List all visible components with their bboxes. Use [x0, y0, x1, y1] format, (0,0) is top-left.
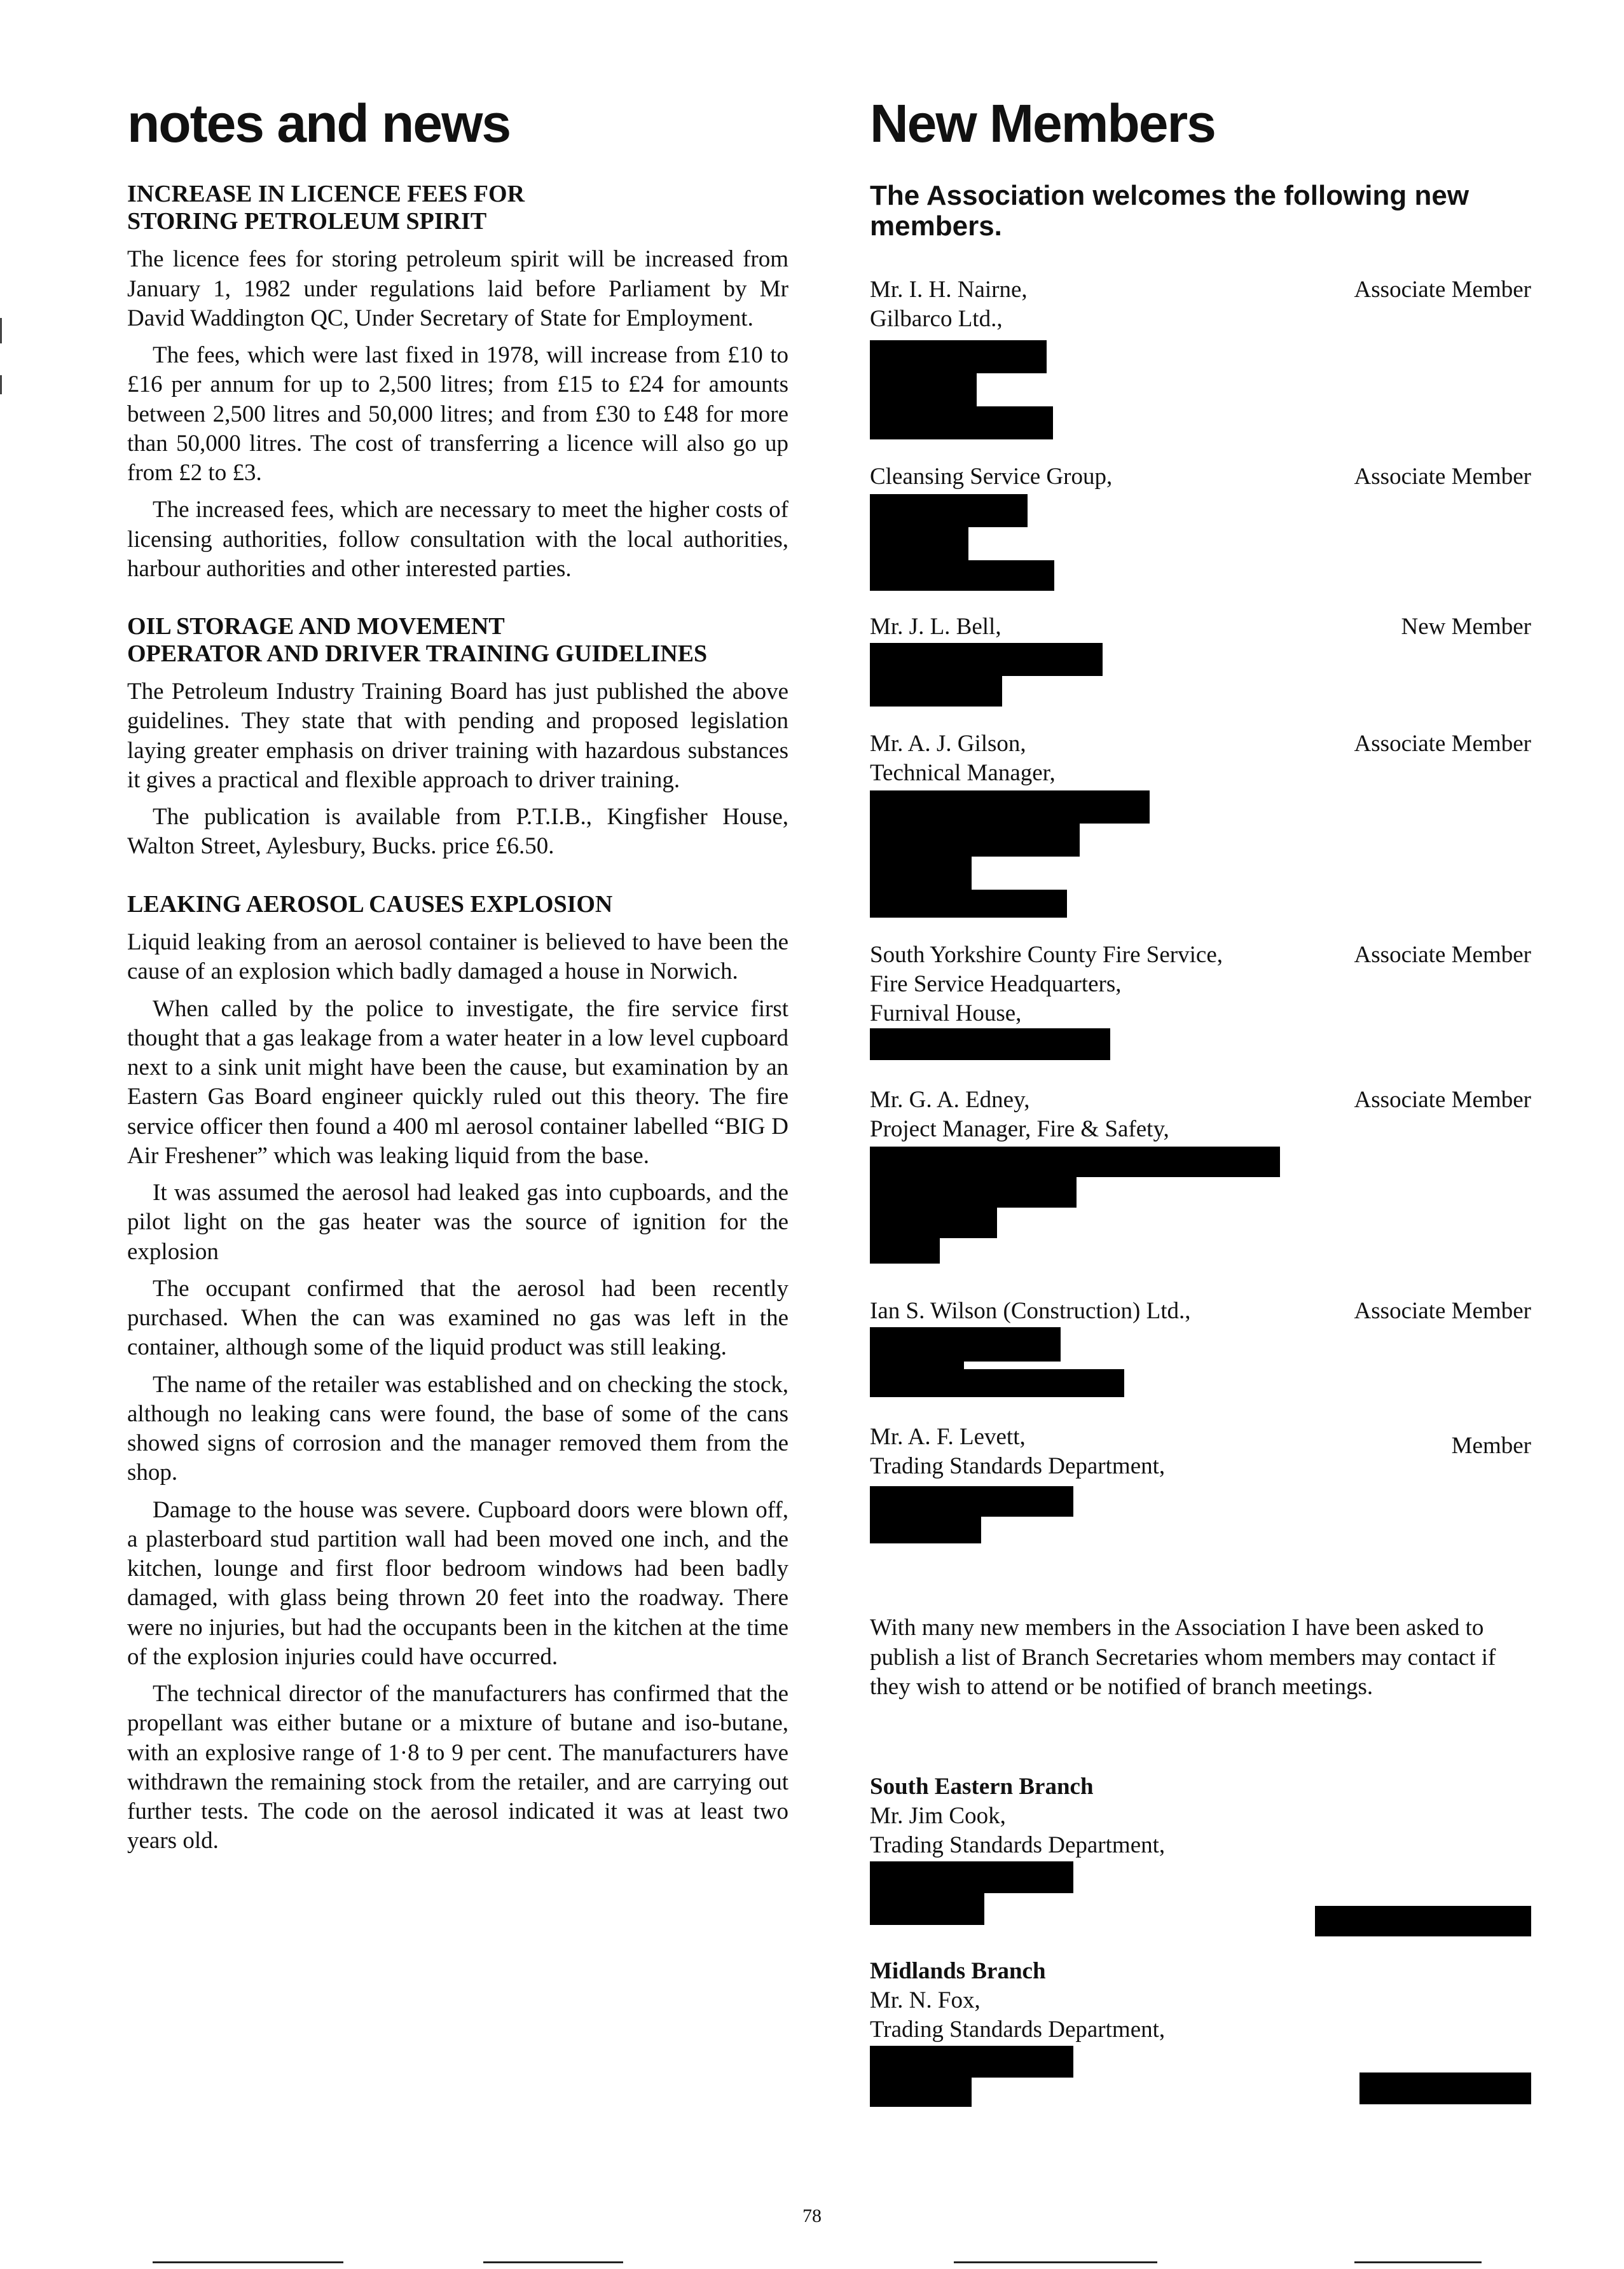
membership-type: Associate Member: [1354, 464, 1531, 490]
redaction-box: [870, 340, 1047, 373]
member-line: Gilbarco Ltd.,: [870, 306, 1003, 333]
member-line: Mr. I. H. Nairne,: [870, 277, 1028, 303]
heading-line: OPERATOR AND DRIVER TRAINING GUIDELINES: [127, 640, 708, 667]
paragraph: It was assumed the aerosol had leaked gas into cupboards, and the pilot light on the gas heater was the source of ignition for the explosion: [127, 1180, 788, 1265]
redaction-box: [870, 676, 1002, 707]
paragraph: When called by the police to investigate, the fire service first thought that a gas leakage from a water heater in a low level cupboard next to a sink unit might have been the cause, but examination by an Eastern Gas Board engineer quickly ruled out this theory. The fire service officer then found a 400 ml aerosol container labelled “BIG D Air Freshener” which was leaking liquid from the base.: [127, 995, 788, 1169]
footer-rule: [153, 2261, 343, 2263]
branch-line: Mr. N. Fox,: [870, 1987, 981, 2014]
article-heading: [127, 891, 788, 918]
branch-entry: [870, 1772, 1531, 1912]
article-heading: [127, 613, 788, 667]
member-entry: [870, 1086, 1531, 1276]
member-line: Trading Standards Department,: [870, 1453, 1166, 1480]
member-line: Furnival House,: [870, 1000, 1022, 1026]
redaction-box: [870, 527, 968, 560]
redaction-box: [1359, 2072, 1531, 2104]
member-line: Mr. G. A. Edney,: [870, 1087, 1030, 1114]
redaction-box: [870, 1177, 1077, 1208]
heading-line: INCREASE IN LICENCE FEES FOR: [127, 181, 525, 208]
article-aerosol: [127, 891, 788, 1856]
branch-line: Trading Standards Department,: [870, 1832, 1166, 1859]
member-line: Mr. A. J. Gilson,: [870, 731, 1026, 757]
new-members-title: New Members: [870, 93, 1215, 153]
paragraph: Damage to the house was severe. Cupboard doors were blown off, a plasterboard stud partition wall had been moved one inch, and the kitchen, lounge and first floor bedroom windows had been badly damaged, with glass being thrown 20 feet into the roadway. There were no injuries, but had the occupants been in the kitchen at the time of the explosion injuries could have occurred.: [127, 1496, 788, 1670]
article-oil-storage: [127, 613, 788, 862]
redaction-box: [870, 1893, 984, 1925]
redaction-box: [870, 1517, 981, 1543]
membership-type: Associate Member: [1354, 731, 1531, 757]
member-entry: [870, 1423, 1531, 1543]
branch-name: Midlands Branch: [870, 1958, 1046, 1985]
membership-type: Associate Member: [1354, 1298, 1531, 1325]
notes-and-news-column: [127, 95, 788, 1886]
redaction-box: [870, 1238, 940, 1264]
paragraph: The licence fees for storing petroleum spirit will be increased from January 1, 1982 under regulations laid before Parliament by Mr David Waddington QC, Under Secretary of State for Employment.: [127, 246, 788, 331]
member-entry: [870, 729, 1531, 920]
member-entry: [870, 275, 1531, 442]
footer-rule: [954, 2261, 1157, 2263]
redaction-box: [870, 857, 972, 890]
member-entry: [870, 941, 1531, 1065]
paragraph: The name of the retailer was established and on checking the stock, although no leaking cans were found, the base of some of the cans showed signs of corrosion and the manager removed them from the shop.: [127, 1371, 788, 1486]
margin-mark: [0, 318, 2, 343]
redaction-box: [1315, 1906, 1531, 1936]
member-line: Technical Manager,: [870, 760, 1056, 787]
paragraph: The publication is available from P.T.I.B., Kingfisher House, Walton Street, Aylesbury, Bucks. price £6.50.: [127, 804, 788, 860]
redaction-box: [870, 1327, 1061, 1362]
member-entry: [870, 612, 1531, 709]
notes-and-news-title: notes and news: [127, 93, 511, 153]
redaction-box: [870, 1369, 1124, 1397]
member-entry: [870, 1297, 1531, 1402]
redaction-box: [870, 560, 1054, 591]
branch-secretaries-intro: With many new members in the Association I have been asked to publish a list of Branch Secretaries whom members may contact if they wish to attend or be notified of branch meetings.: [870, 1615, 1496, 1700]
page-number: 78: [802, 2205, 822, 2226]
paragraph: The technical director of the manufacturers has confirmed that the propellant was either butane or a mixture of butane and iso-butane, with an explosive range of 1·8 to 9 per cent. The manufacturers have withdrawn the remaining stock from the retailer, and are carrying out further tests. The code on the aerosol indicated it was at least two years old.: [127, 1681, 788, 1854]
redaction-box: [870, 1208, 997, 1238]
redaction-box: [870, 494, 1028, 527]
branch-entry: [870, 1957, 1531, 2097]
paragraph: The occupant confirmed that the aerosol had been recently purchased. When the can was examined no gas was left in the container, although some of the liquid product was still leaking.: [127, 1275, 788, 1361]
redaction-box: [870, 1486, 1073, 1517]
membership-type: Associate Member: [1354, 1087, 1531, 1114]
heading-line: STORING PETROLEUM SPIRIT: [127, 207, 487, 235]
redaction-box: [870, 1861, 1073, 1893]
redaction-box: [870, 790, 1150, 824]
redaction-box: [870, 373, 977, 406]
redaction-box: [870, 1147, 1280, 1177]
paragraph: The fees, which were last fixed in 1978, will increase from £10 to £16 per annum for up to 2,500 litres; from £15 to £24 for amounts between 2,500 litres and 50,000 litres; and from £30 to £48 for more than 50,000 litres. The cost of transferring a licence will also go up from £2 to £3.: [127, 342, 788, 486]
branch-line: Trading Standards Department,: [870, 2017, 1166, 2043]
paragraph: Liquid leaking from an aerosol container is believed to have been the cause of an explosion which badly damaged a house in Norwich.: [127, 929, 788, 985]
redaction-box: [870, 2046, 1073, 2078]
margin-mark: [0, 375, 2, 394]
heading-line: OIL STORAGE AND MOVEMENT: [127, 613, 505, 640]
member-line: Cleansing Service Group,: [870, 464, 1113, 490]
heading-line: LEAKING AEROSOL CAUSES EXPLOSION: [127, 890, 613, 918]
redaction-box: [870, 890, 1067, 918]
member-line: Mr. A. F. Levett,: [870, 1424, 1026, 1451]
redaction-box: [870, 824, 1080, 857]
new-members-subtitle: The Association welcomes the following new members.: [870, 180, 1469, 242]
redaction-box: [870, 406, 1053, 439]
paragraph: The Petroleum Industry Training Board has just published the above guidelines. They state that with pending and proposed legislation laying greater emphasis on driver training with hazardous substances it gives a practical and flexible approach to driver training.: [127, 679, 788, 793]
member-line: Fire Service Headquarters,: [870, 971, 1122, 998]
membership-type: New Member: [1401, 614, 1531, 640]
article-heading: [127, 181, 788, 235]
membership-type: Associate Member: [1354, 942, 1531, 969]
redaction-box: [870, 643, 1103, 676]
branch-name: South Eastern Branch: [870, 1774, 1094, 1800]
redaction-box: [870, 2078, 972, 2107]
membership-type: Associate Member: [1354, 277, 1531, 303]
member-line: Mr. J. L. Bell,: [870, 614, 1001, 640]
member-line: Project Manager, Fire & Safety,: [870, 1116, 1169, 1143]
paragraph: The increased fees, which are necessary to meet the higher costs of licensing authorities, follow consultation with the local authorities, harbour authorities and other interested parties.: [127, 497, 788, 582]
article-licence-fees: [127, 181, 788, 584]
footer-rule: [483, 2261, 623, 2263]
member-entry: [870, 462, 1531, 592]
redaction-box: [870, 1028, 1110, 1060]
member-line: South Yorkshire County Fire Service,: [870, 942, 1223, 969]
member-line: Ian S. Wilson (Construction) Ltd.,: [870, 1298, 1191, 1325]
membership-type: Member: [1451, 1433, 1531, 1459]
footer-rule: [1354, 2261, 1482, 2263]
new-members-column: [870, 95, 1531, 2141]
branch-line: Mr. Jim Cook,: [870, 1803, 1006, 1830]
